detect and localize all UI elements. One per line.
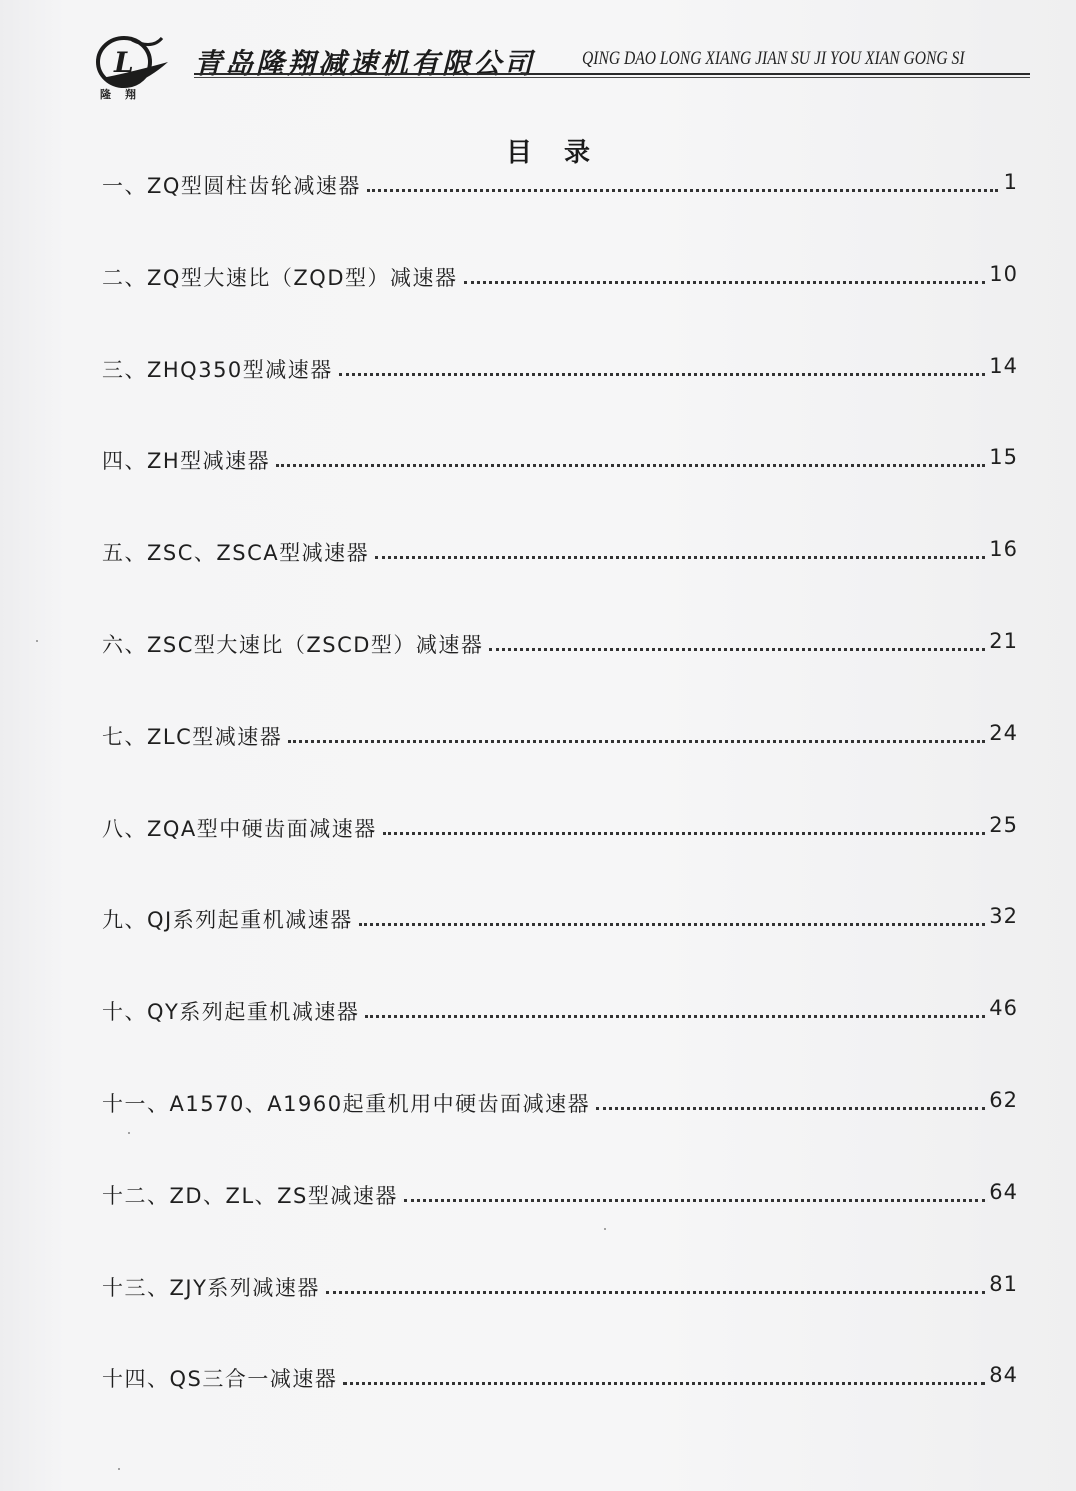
toc-entry-page: 15 (989, 445, 1018, 470)
dot-leader (489, 648, 985, 651)
toc-entry-number: 一、 (102, 174, 147, 198)
toc-entry (102, 435, 1018, 475)
toc-entry-page: 64 (989, 1179, 1018, 1204)
toc-entry-title: ZQ型圆柱齿轮减速器 (147, 174, 361, 198)
toc-title: 目录 (505, 138, 622, 168)
toc-entry-page: 14 (989, 353, 1018, 378)
toc-entry-number: 四、 (102, 449, 147, 474)
dot-leader (365, 1015, 985, 1018)
dot-leader (367, 189, 998, 192)
toc-entry (102, 803, 1018, 843)
toc-entry-number: 五、 (102, 541, 147, 566)
toc-entry (102, 619, 1018, 659)
toc-entry (102, 344, 1018, 384)
toc-entry-page: 25 (989, 812, 1018, 837)
toc-entry-page: 81 (989, 1271, 1018, 1296)
toc-entry-page: 10 (989, 261, 1018, 286)
company-name-cn: 青岛隆翔减速机有限公司 (194, 47, 536, 80)
toc-entry-title: ZQA型中硬齿面减速器 (147, 816, 377, 841)
toc-entry-number: 十四、 (102, 1367, 170, 1392)
toc-entry-number: 三、 (102, 357, 147, 382)
toc-entry-title: ZHQ350型减速器 (147, 357, 333, 382)
toc-entry-page: 16 (989, 537, 1018, 562)
toc-entry (102, 986, 1018, 1026)
toc-entry-number: 八、 (102, 816, 147, 841)
toc-entry-page: 1 (1003, 170, 1018, 194)
toc-entry-title: QS三合一减速器 (169, 1367, 338, 1392)
toc-entry (102, 527, 1018, 567)
company-name-en: QING DAO LONG XIANG JIAN SU JI YOU XIAN GONG SI (582, 48, 965, 69)
dot-leader (276, 464, 985, 467)
toc-entry (102, 1353, 1018, 1393)
toc-entry-number: 十三、 (102, 1275, 170, 1300)
toc-entry-title: QY系列起重机减速器 (147, 1000, 360, 1025)
toc-entry (102, 1078, 1018, 1118)
toc-entry-title: ZQ型大速比（ZQD型）减速器 (147, 265, 458, 290)
dot-leader (326, 1291, 985, 1294)
header-rule-thin (194, 77, 1030, 78)
toc-entry-title: ZJY系列减速器 (169, 1275, 320, 1300)
toc-entry-number: 十一、 (102, 1092, 170, 1116)
page-header (92, 28, 1032, 108)
toc-entry-number: 十二、 (102, 1183, 170, 1208)
toc-entry (102, 252, 1018, 292)
toc-entry (102, 160, 1018, 200)
dot-leader (339, 373, 985, 376)
dot-leader (359, 923, 986, 926)
scan-speck (36, 640, 38, 642)
toc-entry-number: 十、 (102, 1000, 147, 1025)
toc-entry-page: 24 (989, 720, 1018, 745)
dot-leader (464, 281, 986, 284)
scan-speck (128, 1132, 130, 1134)
toc-entry-page: 84 (989, 1363, 1018, 1388)
toc-entry-title: ZSC、ZSCA型减速器 (147, 541, 370, 566)
dot-leader (288, 740, 985, 743)
dot-leader (375, 556, 985, 559)
logo-caption: 隆翔 (100, 88, 150, 101)
toc-entry (102, 1170, 1018, 1210)
toc-entry-number: 六、 (102, 633, 147, 657)
logo-letter: L (114, 46, 134, 79)
toc-entry-number: 九、 (102, 908, 147, 933)
scan-speck (604, 1228, 606, 1230)
toc-entry-title: ZH型减速器 (147, 449, 271, 474)
toc-entry-number: 七、 (102, 724, 147, 749)
toc-entry (102, 894, 1018, 934)
toc-entry-page: 32 (989, 904, 1018, 929)
header-rule (194, 73, 1030, 75)
toc-entry-page: 46 (989, 996, 1018, 1021)
toc-entry (102, 1262, 1018, 1302)
toc-entry-title: QJ系列起重机减速器 (147, 908, 353, 933)
scan-speck (118, 1468, 120, 1470)
toc-entry-title: ZD、ZL、ZS型减速器 (169, 1183, 398, 1208)
toc-entry-title: ZLC型减速器 (147, 724, 283, 749)
toc-entry-title: A1570、A1960起重机用中硬齿面减速器 (169, 1092, 591, 1116)
toc-entry-page: 21 (989, 629, 1018, 653)
dot-leader (404, 1199, 985, 1202)
toc-entry-number: 二、 (102, 265, 147, 290)
toc-entry-page: 62 (989, 1088, 1018, 1112)
toc-entry (102, 711, 1018, 751)
dot-leader (383, 832, 985, 835)
dot-leader (343, 1382, 985, 1385)
toc-entry-title: ZSC型大速比（ZSCD型）减速器 (147, 633, 484, 657)
dot-leader (596, 1107, 985, 1110)
